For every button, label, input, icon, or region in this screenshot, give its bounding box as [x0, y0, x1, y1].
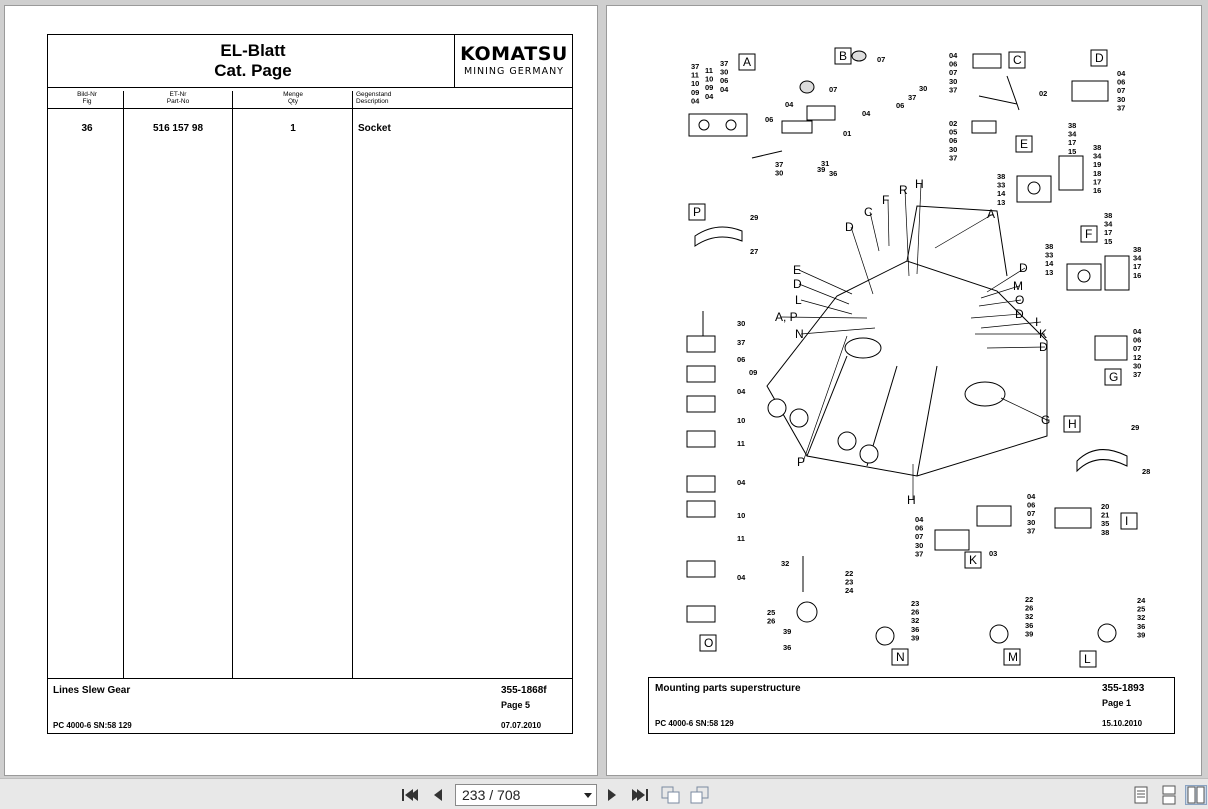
header-divider [48, 108, 572, 109]
part-number: 32 [911, 616, 920, 626]
hose-clamp-part [695, 227, 742, 246]
page-number-value: 233 / 708 [462, 787, 521, 803]
part-number: 30 [949, 76, 958, 86]
box-label-H: H [1068, 417, 1077, 431]
stack-part [687, 561, 715, 577]
part-number: 07 [1133, 344, 1142, 354]
box-label-A: A [743, 55, 752, 69]
exploded-parts-diagram [667, 36, 1151, 676]
stack-part [687, 476, 715, 492]
col-fig-en: Fig [82, 98, 92, 105]
column-divider [123, 91, 124, 679]
part-number: 37 [908, 93, 917, 102]
part-number: 04 [691, 96, 700, 106]
part-number: 04 [862, 109, 871, 118]
callout-label-p: P [797, 455, 806, 469]
part-number: 32 [781, 559, 790, 568]
part-number: 10 [737, 511, 746, 520]
callout-label-d: D [1015, 307, 1024, 321]
part-number: 17 [1104, 228, 1113, 238]
part-number: 09 [705, 83, 714, 93]
box-label-D: D [1095, 51, 1104, 65]
hose-clamp-part [1077, 450, 1127, 471]
page-number-input[interactable] [455, 784, 597, 806]
part-number: 07 [1027, 509, 1036, 519]
part-number: 14 [1045, 259, 1054, 269]
callout-label-i: I [1035, 315, 1039, 329]
part-number: 30 [1027, 517, 1036, 527]
callout-leader [935, 214, 993, 248]
part-number: 07 [877, 55, 886, 64]
next-page-icon[interactable] [602, 785, 622, 805]
row-description: Socket [358, 123, 391, 134]
col-qty-header [234, 91, 352, 109]
part-number: 23 [911, 599, 920, 608]
part-number: 30 [949, 144, 958, 154]
part-number: 06 [915, 523, 924, 533]
part-number: 15 [1068, 146, 1077, 156]
footer-title: Lines Slew Gear [53, 685, 131, 696]
part-number: 34 [1133, 253, 1142, 263]
clamp-part [935, 530, 969, 550]
part-number: 06 [949, 59, 958, 69]
part-number: 38 [1133, 245, 1142, 254]
footer-doc-no: 355-1868f [501, 685, 547, 696]
part-number: 26 [911, 607, 920, 617]
callout-leader [917, 184, 921, 274]
callout-label-c: C [864, 205, 873, 219]
bottom-toolbar [0, 778, 1208, 809]
part-number: 05 [949, 127, 958, 137]
stack-part [687, 396, 715, 412]
callout-label-h: H [907, 493, 916, 507]
clamp-part [797, 602, 817, 622]
part-number: 07 [1117, 86, 1126, 96]
part-number: 30 [915, 540, 924, 550]
clamp-part [1072, 81, 1108, 101]
clamp-part [782, 121, 812, 133]
lug-part [838, 432, 856, 450]
callout-label-a: A [987, 207, 996, 221]
part-number: 22 [845, 569, 854, 578]
slew-gear-part [845, 338, 881, 358]
part-number: 29 [750, 213, 759, 222]
part-number: 30 [775, 168, 784, 178]
part-number: 25 [767, 608, 776, 617]
callout-label-d: D [793, 277, 802, 291]
footer-page: Page 5 [501, 700, 531, 710]
part-number: 38 [1104, 211, 1113, 220]
part-number: 36 [1025, 620, 1034, 630]
chevron-down-icon[interactable] [584, 793, 592, 798]
part-number: 04 [705, 91, 714, 101]
part-number: 10 [737, 416, 746, 425]
column-divider [232, 91, 233, 679]
part-number: 11 [705, 66, 713, 75]
part-number: 04 [949, 51, 958, 60]
part-number: 06 [896, 101, 905, 110]
parts-table-frame [47, 34, 573, 734]
row-qty: 1 [290, 123, 296, 134]
part-number: 16 [1093, 186, 1102, 195]
callout-label-l: L [795, 293, 802, 307]
part-number: 35 [1101, 519, 1110, 529]
part-number: 33 [1045, 250, 1054, 260]
callout-label-ap: A, P [775, 310, 798, 324]
part-number: 18 [1093, 168, 1102, 178]
part-number: 07 [829, 85, 838, 94]
bracket-part [689, 114, 747, 136]
logo-wordmark: KOMATSU [460, 43, 568, 65]
part-number: 37 [1027, 526, 1036, 536]
part-number: 10 [705, 74, 714, 84]
part-number: 11 [737, 534, 745, 543]
facing-view-icon[interactable] [1185, 785, 1207, 805]
logo-subtitle: MINING GERMANY [464, 66, 564, 77]
clamp-part [1055, 508, 1091, 528]
part-number: 36 [1137, 621, 1146, 631]
part-number: 02 [949, 119, 958, 128]
lug-part [790, 409, 808, 427]
column-divider [352, 91, 353, 679]
cap-part [852, 51, 866, 61]
box-label-I: I [1125, 514, 1129, 528]
callout-leader [799, 270, 852, 294]
part-number: 39 [911, 633, 920, 643]
part-number: 34 [1093, 151, 1102, 161]
part-number: 37 [775, 160, 784, 169]
stack-part [687, 431, 715, 447]
box-label-O: O [704, 636, 714, 650]
part-number: 36 [829, 169, 838, 178]
box-label-B: B [839, 49, 848, 63]
part-number: 33 [997, 180, 1006, 190]
part-number: 26 [767, 616, 776, 626]
clamp-part [1098, 624, 1116, 642]
row-part-no: 516 157 98 [152, 123, 204, 134]
right-footer [648, 677, 1175, 734]
footer-model: PC 4000-6 SN:58 129 [53, 721, 132, 730]
part-number: 32 [1137, 613, 1146, 623]
col-qty-de: Menge [283, 91, 303, 98]
part-number: 24 [845, 586, 854, 596]
callout-label-r: R [899, 183, 908, 197]
box-label-C: C [1013, 53, 1022, 67]
part-number: 12 [1133, 352, 1142, 362]
bracket-part [979, 76, 1019, 110]
footer-divider [48, 678, 572, 679]
callout-label-m: M [1013, 279, 1023, 293]
part-number: 20 [1101, 502, 1110, 511]
go-forward-icon[interactable] [690, 785, 710, 805]
callout-label-e: E [793, 263, 802, 277]
part-number: 07 [915, 532, 924, 542]
part-number: 01 [843, 129, 852, 138]
box-label-F: F [1085, 227, 1093, 241]
part-number: 11 [691, 70, 699, 80]
part-number: 16 [1133, 270, 1142, 280]
part-number: 37 [1133, 370, 1142, 379]
footer-model: PC 4000-6 SN:58 129 [655, 719, 734, 728]
part-number: 04 [720, 84, 729, 94]
part-number: 27 [750, 247, 759, 256]
clamp-part [1105, 256, 1129, 290]
part-number: 38 [1101, 527, 1110, 537]
part-number: 10 [691, 79, 700, 89]
part-number: 07 [949, 68, 958, 78]
col-partno-en: Part-No [166, 98, 190, 105]
callout-label-d: D [1019, 261, 1028, 275]
clamp-part [1067, 264, 1101, 290]
clamp-part [1017, 176, 1051, 202]
first-page-icon[interactable] [400, 785, 420, 805]
col-fig-header [52, 91, 122, 109]
part-number: 06 [720, 76, 729, 86]
row-fig: 36 [81, 123, 93, 134]
part-number: 39 [817, 165, 826, 174]
part-number: 30 [1133, 361, 1142, 371]
part-number: 37 [915, 549, 924, 559]
col-fig-de: Bild-Nr [77, 91, 97, 98]
part-number: 04 [1117, 69, 1126, 78]
box-label-E: E [1020, 137, 1029, 151]
part-number: 34 [1104, 219, 1113, 229]
part-number: 04 [785, 100, 794, 109]
box-label-M: M [1008, 650, 1018, 664]
footer-date: 15.10.2010 [1102, 719, 1143, 728]
part-number: 24 [1137, 596, 1146, 605]
part-number: 09 [749, 368, 758, 377]
box-label-L: L [1084, 652, 1091, 666]
callout-label-n: N [795, 327, 804, 341]
part-number: 04 [737, 478, 746, 487]
callout-label-o: O [1015, 293, 1025, 307]
part-number: 09 [691, 87, 700, 97]
part-number: 04 [737, 387, 746, 396]
part-number: 30 [720, 67, 729, 77]
part-number: 25 [1137, 604, 1146, 614]
part-number: 38 [997, 172, 1006, 181]
part-number: 02 [1039, 89, 1048, 98]
part-number: 06 [737, 355, 746, 364]
box-label-N: N [896, 650, 905, 664]
stack-part [687, 366, 715, 382]
col-partno-de: ET-Nr [169, 91, 187, 98]
part-number: 04 [1133, 327, 1142, 336]
footer-title: Mounting parts superstructure [655, 683, 801, 694]
part-number: 30 [737, 319, 746, 328]
col-partno-header [124, 91, 232, 109]
part-number: 37 [737, 338, 746, 347]
clamp-part [1059, 156, 1083, 190]
title-line-de: EL-Blatt [220, 41, 286, 60]
lug-part [768, 399, 786, 417]
part-number: 23 [845, 577, 854, 587]
part-number: 03 [989, 549, 998, 558]
callout-label-f: F [882, 193, 890, 207]
stack-part [687, 501, 715, 517]
part-number: 37 [1117, 103, 1126, 113]
go-back-icon[interactable] [661, 785, 681, 805]
part-number: 36 [911, 624, 920, 634]
part-number: 04 [1027, 492, 1036, 501]
part-number: 11 [737, 439, 745, 448]
title-line-en: Cat. Page [214, 61, 292, 80]
footer-page: Page 1 [1102, 698, 1132, 708]
stack-part [687, 336, 715, 352]
part-number: 06 [949, 136, 958, 146]
part-number: 30 [1117, 94, 1126, 104]
part-number: 26 [1025, 603, 1034, 613]
page-header [48, 35, 572, 88]
clamp-part [876, 627, 894, 645]
part-number: 19 [1093, 160, 1102, 170]
callout-label-h: H [915, 177, 924, 191]
clamp-part [977, 506, 1011, 526]
part-number: 17 [1093, 177, 1102, 187]
last-page-icon[interactable] [630, 785, 650, 805]
part-number: 22 [1025, 595, 1034, 604]
part-number: 39 [1137, 630, 1146, 640]
part-number: 21 [1101, 510, 1110, 520]
single-page-view-icon[interactable] [1131, 785, 1151, 805]
clamp-part [990, 625, 1008, 643]
part-number: 32 [1025, 612, 1034, 622]
part-number: 34 [1068, 129, 1077, 139]
part-number: 39 [783, 627, 792, 636]
page-title [48, 41, 458, 81]
part-number: 06 [1117, 77, 1126, 87]
part-number: 13 [1045, 267, 1054, 277]
part-number: 38 [1093, 143, 1102, 152]
part-number: 06 [1133, 335, 1142, 345]
callout-label-d: D [1039, 340, 1048, 354]
clamp-part [973, 54, 1001, 68]
prev-page-icon[interactable] [428, 785, 448, 805]
callout-label-d: D [845, 220, 854, 234]
continuous-view-icon[interactable] [1159, 785, 1179, 805]
slew-gear-part [965, 382, 1005, 406]
part-number: 17 [1068, 138, 1077, 148]
footer-doc-no: 355-1893 [1102, 683, 1145, 694]
col-desc-en: Description [356, 98, 389, 105]
part-number: 15 [1104, 236, 1113, 246]
left-page [4, 5, 598, 776]
part-number: 37 [949, 85, 958, 95]
bolt-part [752, 151, 782, 158]
part-number: 37 [949, 153, 958, 163]
col-qty-en: Qty [287, 98, 299, 105]
footer-date: 07.07.2010 [501, 721, 542, 730]
right-page [606, 5, 1202, 776]
part-number: 29 [1131, 423, 1140, 432]
part-number: 13 [997, 197, 1006, 207]
part-number: 04 [915, 515, 924, 524]
part-number: 38 [1045, 242, 1054, 251]
box-label-I-box [1121, 513, 1137, 529]
part-number: 04 [737, 573, 746, 582]
clamp-part [807, 106, 835, 120]
part-number: 17 [1133, 262, 1142, 272]
part-number: 38 [1068, 121, 1077, 130]
clamp-part [1095, 336, 1127, 360]
stack-part [687, 606, 715, 622]
part-number: 39 [1025, 629, 1034, 639]
col-desc-de: Gegenstand [356, 91, 392, 98]
box-label-K: K [969, 553, 978, 567]
box-label-G: G [1109, 370, 1119, 384]
lug-part [860, 445, 878, 463]
part-number: 37 [720, 59, 729, 68]
callout-label-k: K [1039, 327, 1048, 341]
box-label-P: P [693, 205, 702, 219]
part-number: 31 [821, 159, 830, 168]
part-number: 06 [765, 115, 774, 124]
part-number: 36 [783, 643, 792, 652]
part-number: 37 [691, 62, 700, 71]
part-number: 28 [1142, 467, 1151, 476]
komatsu-logo [454, 35, 572, 87]
part-number: 14 [997, 189, 1006, 199]
callout-label-g: G [1041, 413, 1051, 427]
part-number: 06 [1027, 500, 1036, 510]
superstructure-body [767, 261, 1047, 476]
cap-part [800, 81, 814, 93]
col-desc-header [356, 91, 456, 109]
part-number: 30 [919, 84, 928, 93]
clamp-part [972, 121, 996, 133]
